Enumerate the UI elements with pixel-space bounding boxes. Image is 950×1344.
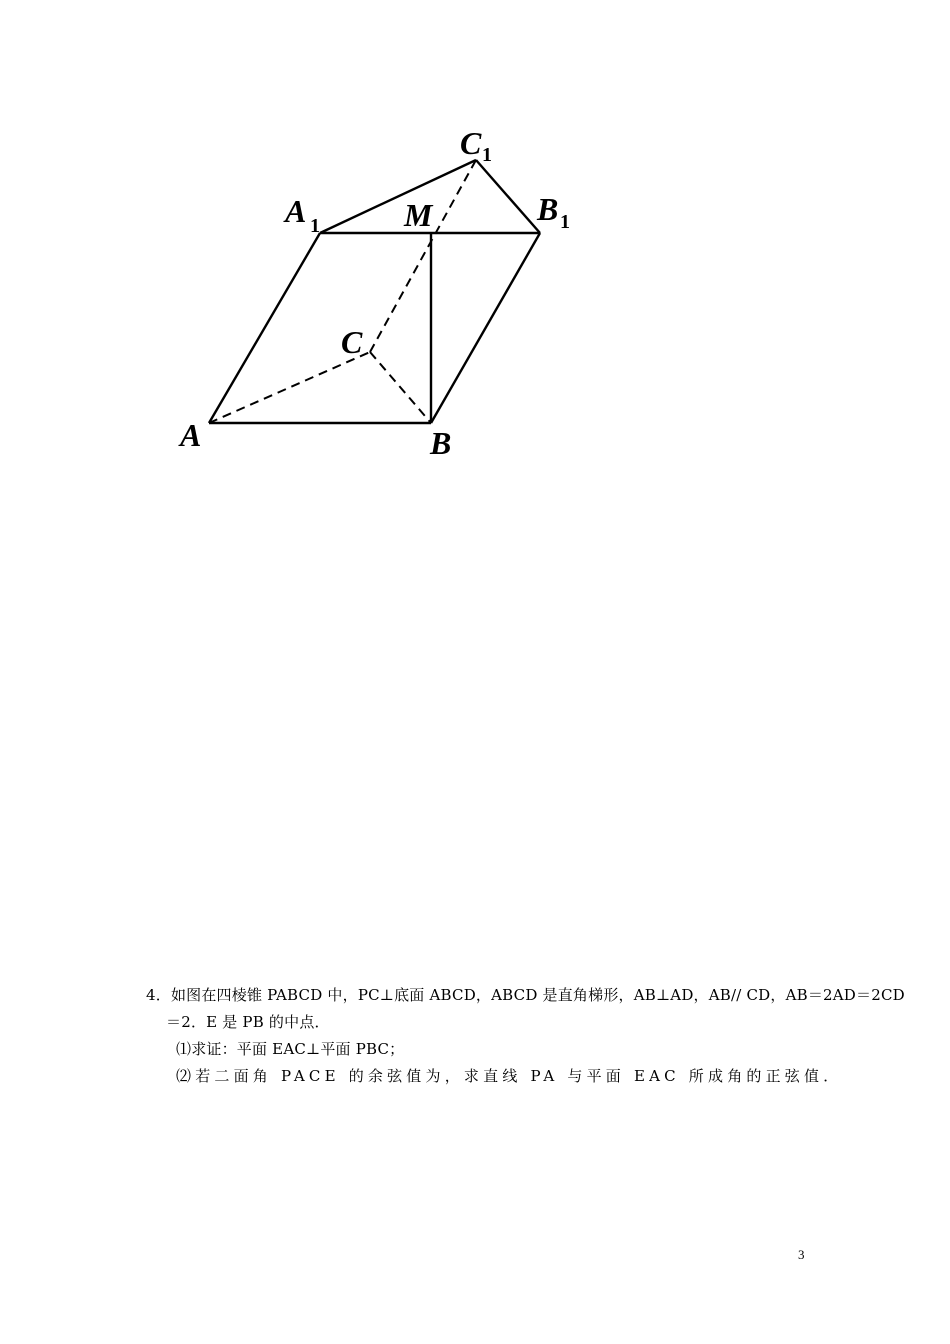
- label-b: B: [430, 425, 452, 461]
- prism-figure: [0, 0, 950, 500]
- label-a1: A: [285, 193, 307, 229]
- page-number: 3: [798, 1247, 805, 1262]
- label-a: A: [180, 417, 202, 453]
- edge-a-c-hidden: [209, 352, 370, 423]
- problem-statement-line1: 4．如图在四棱锥 PABCD 中，PC⊥底面 ABCD，ABCD 是直角梯形，AB⊥AD，AB// CD，AB＝2AD＝2CD: [146, 986, 905, 1004]
- label-c: C: [341, 324, 363, 360]
- edge-c1-b1: [476, 160, 540, 233]
- problem-part1: ⑴求证：平面 EAC⊥平面 PBC；: [176, 1040, 405, 1058]
- label-m: M: [404, 197, 433, 233]
- edge-b-b1: [431, 233, 540, 423]
- label-b1-subscript: 1: [560, 211, 570, 233]
- edge-c-b-hidden: [370, 352, 431, 423]
- label-c1-subscript: 1: [482, 144, 492, 166]
- label-a1-subscript: 1: [310, 215, 320, 237]
- problem-statement-line2: ＝2．E 是 PB 的中点．: [166, 1013, 330, 1031]
- edge-c-c1-hidden: [370, 160, 476, 352]
- edge-a1-c1: [320, 160, 476, 233]
- problem-4: [146, 982, 905, 1090]
- edge-a-a1: [209, 233, 320, 423]
- problem-part2: ⑵若二面角 PACE 的余弦值为，求直线 PA 与平面 EAC 所成角的正弦值．: [176, 1067, 843, 1085]
- label-b1: B: [537, 191, 559, 227]
- label-c1: C: [460, 125, 482, 161]
